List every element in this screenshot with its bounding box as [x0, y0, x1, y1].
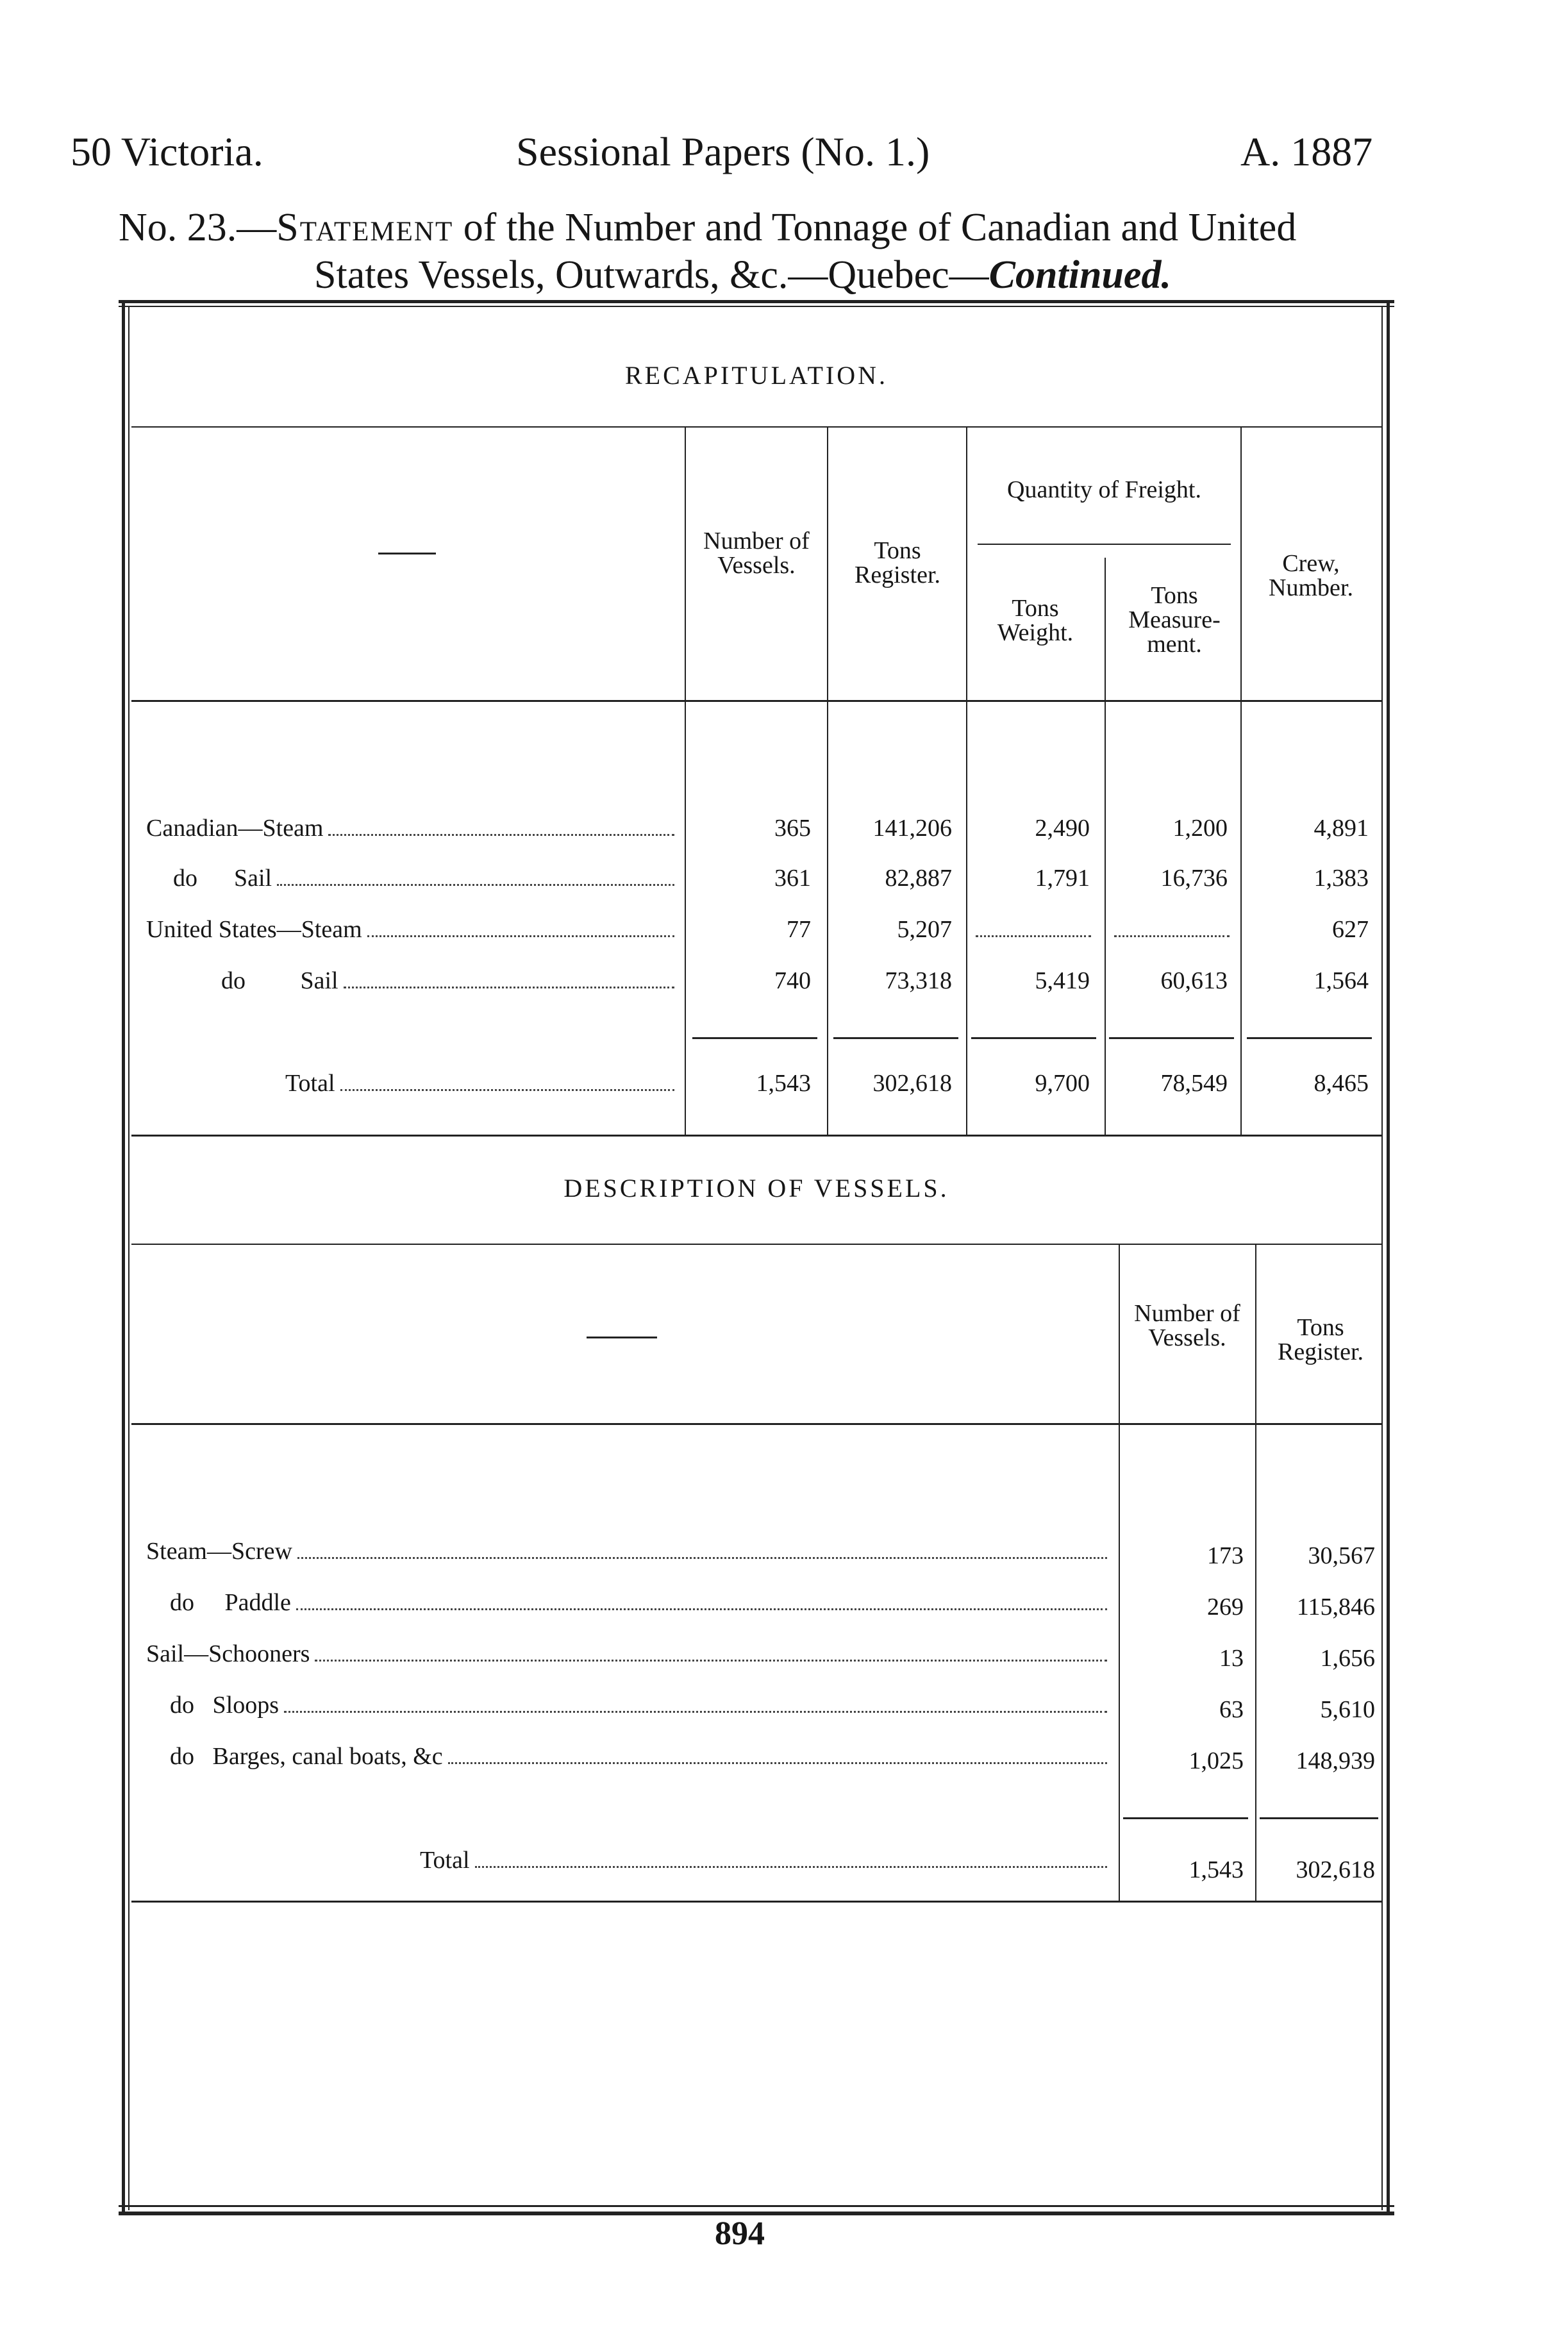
recap-cell-crew: 4,891 — [1314, 815, 1369, 842]
desc-header-rule — [131, 1423, 1381, 1425]
running-head-center: Sessional Papers (No. 1.) — [516, 129, 930, 174]
freight-group-rule — [978, 544, 1231, 545]
statement-number: No. 23.— — [119, 206, 277, 249]
running-head-right: A. 1887 — [1240, 129, 1373, 174]
frame-top-inner — [119, 306, 1394, 307]
recap-cell-tons: 141,206 — [872, 815, 952, 842]
recap-row-label: do Sail — [221, 967, 678, 995]
desc-col-rule-2 — [1255, 1245, 1256, 1902]
recap-total-rule-2 — [833, 1037, 958, 1039]
desc-heading-rule — [131, 1244, 1381, 1245]
desc-cell-vessels: 269 — [1207, 1594, 1244, 1620]
recap-col-rule-4 — [1105, 558, 1106, 1136]
recap-cell-weight: 2,490 — [1035, 815, 1090, 842]
recap-row-label: do Sail — [173, 864, 678, 892]
recap-cell-measure: 16,736 — [1160, 865, 1228, 892]
desc-bottom-rule — [131, 1901, 1381, 1903]
recap-col-rule-2 — [827, 428, 828, 1136]
frame-left-inner — [128, 306, 129, 2210]
frame-bottom-inner — [119, 2205, 1394, 2207]
frame-top — [119, 300, 1394, 303]
page-number: 894 — [715, 2215, 765, 2252]
running-head-left: 50 Victoria. — [71, 129, 263, 174]
recap-cell-weight-blank — [976, 935, 1091, 937]
desc-total-rule-1 — [1123, 1817, 1248, 1819]
recap-total-weight: 9,700 — [1035, 1070, 1090, 1097]
description-heading: DESCRIPTION OF VESSELS. — [563, 1174, 949, 1203]
statement-word: Statement — [276, 206, 454, 249]
page-title-line2 — [314, 251, 1171, 299]
recap-total-crew: 8,465 — [1314, 1070, 1369, 1097]
recap-col-rule-3 — [966, 428, 967, 1136]
desc-header-vessels: Number of Vessels. — [1134, 1300, 1240, 1351]
recap-cell-weight: 1,791 — [1035, 865, 1090, 892]
recap-cell-crew: 1,383 — [1314, 865, 1369, 892]
desc-row-label: do Barges, canal boats, &c — [170, 1742, 1111, 1770]
recap-total-rule-3 — [971, 1037, 1096, 1039]
desc-total-label: Total — [420, 1846, 1111, 1874]
recap-cell-tons: 73,318 — [885, 967, 952, 994]
desc-cell-tons: 115,846 — [1296, 1594, 1375, 1620]
desc-total-vessels: 1,543 — [1189, 1856, 1244, 1883]
recap-cell-vessels: 361 — [774, 865, 811, 892]
desc-row-label: do Sloops — [170, 1691, 1111, 1719]
recap-header-tons-weight: Tons Weight. — [997, 595, 1074, 646]
recap-header-vessels: Number of Vessels. — [703, 528, 810, 579]
recap-cell-weight: 5,419 — [1035, 967, 1090, 994]
desc-col-rule-1 — [1119, 1245, 1120, 1902]
recap-total-vessels: 1,543 — [756, 1070, 811, 1097]
desc-cell-tons: 1,656 — [1320, 1645, 1375, 1672]
continued-text: Continued. — [988, 253, 1171, 297]
recap-header-tons-register: Tons Register. — [854, 537, 941, 588]
desc-cell-vessels: 173 — [1207, 1542, 1244, 1569]
recap-cell-tons: 5,207 — [897, 916, 952, 943]
desc-cell-vessels: 13 — [1219, 1645, 1244, 1672]
frame-left — [122, 301, 125, 2215]
desc-cell-vessels: 63 — [1219, 1696, 1244, 1723]
recap-total-measure: 78,549 — [1160, 1070, 1228, 1097]
recap-cell-measure-blank — [1114, 935, 1230, 937]
desc-cell-tons: 5,610 — [1320, 1696, 1375, 1723]
recap-col-rule-5 — [1240, 428, 1242, 1136]
desc-cell-tons: 30,567 — [1308, 1542, 1375, 1569]
recap-col-rule-1 — [685, 428, 686, 1136]
desc-total-rule-2 — [1260, 1817, 1378, 1819]
recap-total-label: Total — [285, 1069, 678, 1097]
recap-total-rule-4 — [1109, 1037, 1234, 1039]
recap-header-rule — [131, 700, 1381, 702]
recap-cell-vessels: 740 — [774, 967, 811, 994]
recap-cell-measure: 60,613 — [1160, 967, 1228, 994]
recap-cell-vessels: 365 — [774, 815, 811, 842]
recap-stub-dash — [378, 553, 436, 554]
desc-row-label: do Paddle — [170, 1588, 1111, 1617]
desc-header-tons-register: Tons Register. — [1277, 1314, 1364, 1365]
recap-total-rule-5 — [1247, 1037, 1372, 1039]
recap-heading-rule — [131, 426, 1381, 428]
recap-header-crew: Crew, Number. — [1269, 550, 1353, 601]
title-line2-text: States Vessels, Outwards, &c.—Quebec— — [314, 253, 989, 297]
recap-row-label: United States—Steam — [146, 915, 678, 944]
recap-cell-tons: 82,887 — [885, 865, 952, 892]
desc-row-label: Steam—Screw — [146, 1537, 1111, 1565]
frame-right — [1387, 301, 1390, 2215]
desc-cell-vessels: 1,025 — [1189, 1747, 1244, 1774]
recap-header-freight-group: Quantity of Freight. — [1007, 476, 1201, 503]
recap-row-label: Canadian—Steam — [146, 814, 678, 842]
desc-row-label: Sail—Schooners — [146, 1640, 1111, 1668]
page-title-line1 — [119, 204, 1296, 251]
recap-total-tons: 302,618 — [872, 1070, 952, 1097]
desc-total-tons: 302,618 — [1296, 1856, 1375, 1883]
recap-header-tons-measurement: Tons Measure-ment. — [1128, 582, 1221, 658]
recap-cell-measure: 1,200 — [1172, 815, 1228, 842]
recap-cell-crew: 1,564 — [1314, 967, 1369, 994]
recap-total-rule-1 — [692, 1037, 817, 1039]
desc-cell-tons: 148,939 — [1296, 1747, 1375, 1774]
recap-cell-crew: 627 — [1332, 916, 1369, 943]
recap-bottom-rule — [131, 1135, 1381, 1137]
recapitulation-heading: RECAPITULATION. — [625, 361, 888, 390]
recap-cell-vessels: 77 — [787, 916, 811, 943]
frame-right-inner — [1381, 306, 1383, 2210]
desc-stub-dash — [587, 1337, 657, 1338]
title-rest: of the Number and Tonnage of Canadian and United — [453, 206, 1297, 249]
